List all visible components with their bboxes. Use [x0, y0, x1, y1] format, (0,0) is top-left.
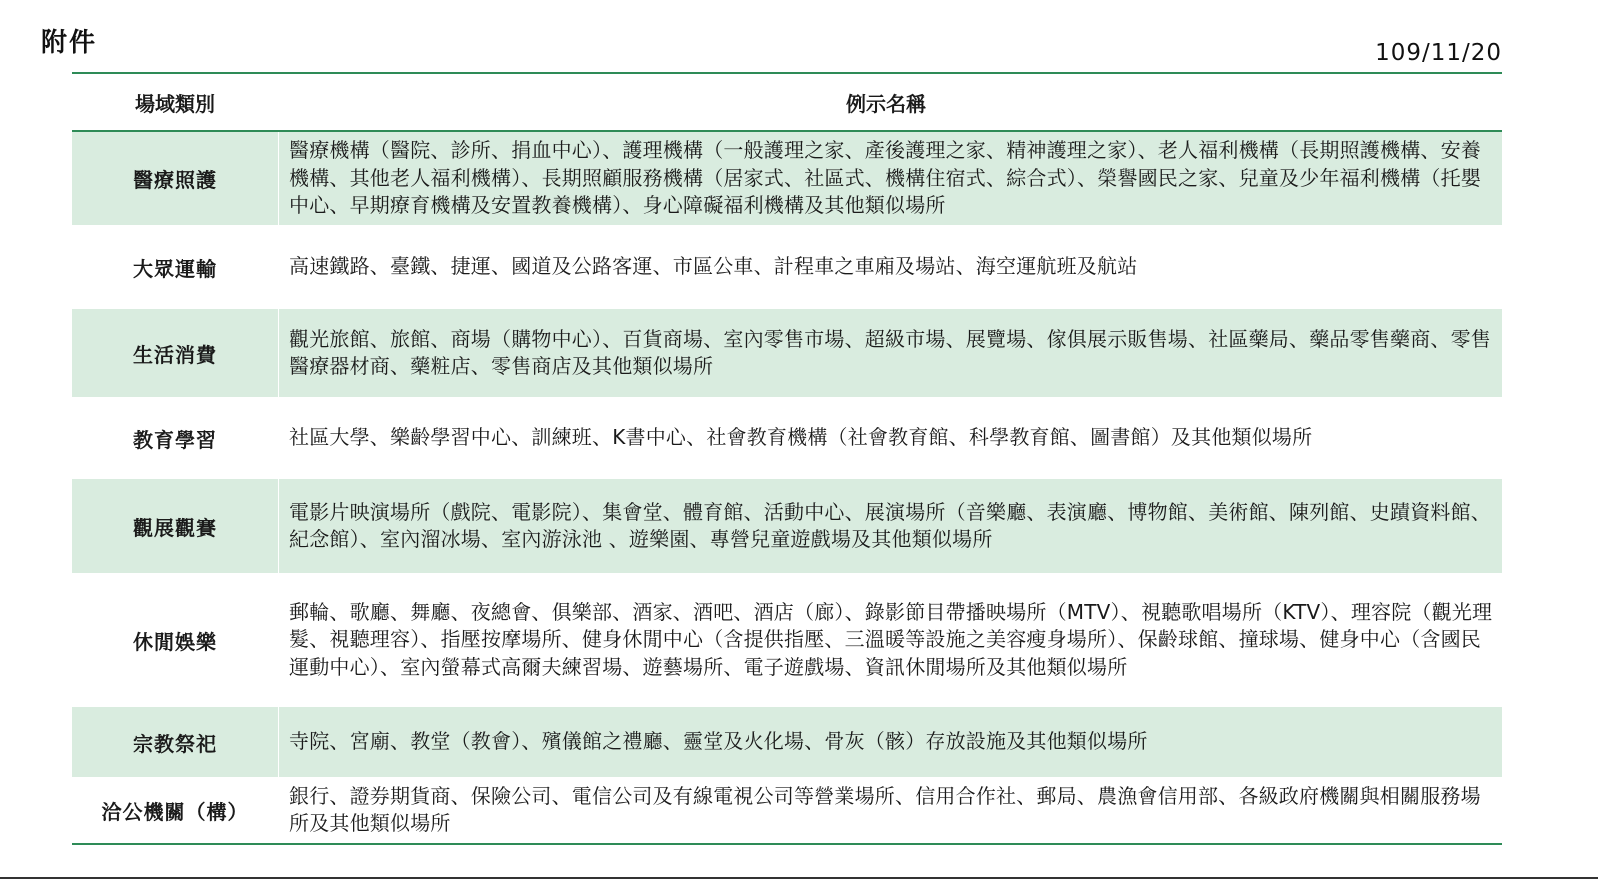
document-date: 109/11/20 [1375, 40, 1502, 66]
category-cell: 宗教祭祀 [133, 731, 217, 756]
table-row [72, 225, 1502, 309]
category-cell: 醫療照護 [133, 168, 217, 192]
category-cell: 生活消費 [133, 342, 217, 367]
category-cell: 大眾運輸 [133, 256, 217, 281]
table-row [72, 132, 1502, 225]
table-row [72, 397, 1502, 479]
table-header [72, 74, 1502, 132]
column-header-examples: 例示名稱 [846, 91, 926, 116]
examples-cell: 高速鐵路、臺鐵、捷運、國道及公路客運、市區公車、計程車之車廂及場站、海空運航班及航站 [278, 225, 1502, 309]
column-header-category: 場域類別 [135, 91, 215, 116]
category-cell: 觀展觀賽 [133, 515, 217, 540]
table-row [72, 707, 1502, 777]
examples-cell: 社區大學、樂齡學習中心、訓練班、K書中心、社會教育機構（社會教育館、科學教育館、圖書館）及其他類似場所 [278, 397, 1502, 479]
examples-cell: 寺院、宮廟、教堂（教會）、殯儀館之禮廳、靈堂及火化場、骨灰（骸）存放設施及其他類似場所 [278, 707, 1502, 777]
venue-category-table [72, 72, 1502, 845]
examples-cell: 電影片映演場所（戲院、電影院）、集會堂、體育館、活動中心、展演場所（音樂廳、表演廳、博物館、美術館、陳列館、史蹟資料館、紀念館）、室內溜冰場、室內游泳池 、遊樂園、專營兒童遊戲場及其他類似場所 [278, 479, 1502, 573]
attachment-label: 附件 [41, 28, 98, 58]
page-bottom-divider [0, 877, 1598, 879]
category-cell: 洽公機關（構） [101, 799, 249, 824]
category-cell: 休閒娛樂 [133, 629, 217, 654]
table-row [72, 309, 1502, 397]
category-cell: 教育學習 [133, 427, 217, 452]
table-row [72, 479, 1502, 573]
table-row [72, 573, 1502, 707]
table-row [72, 777, 1502, 843]
examples-cell: 銀行、證券期貨商、保險公司、電信公司及有線電視公司等營業場所、信用合作社、郵局、農漁會信用部、各級政府機關與相關服務場所及其他類似場所 [278, 777, 1502, 843]
examples-cell: 醫療機構（醫院、診所、捐血中心）、護理機構（一般護理之家、產後護理之家、精神護理之家）、老人福利機構（長期照護機構、安養機構、其他老人福利機構）、長期照顧服務機構（居家式、社區式、機構住宿式、綜合式）、榮譽國民之家、兒童及少年福利機構（托嬰中心、早期療育機構及安置教養機構）、身心障礙福利機構及其他類似場所 [278, 132, 1502, 225]
examples-cell: 觀光旅館、旅館、商場（購物中心）、百貨商場、室內零售市場、超級市場、展覽場、傢俱展示販售場、社區藥局、藥品零售藥商、零售醫療器材商、藥粧店、零售商店及其他類似場所 [278, 309, 1502, 397]
examples-cell: 郵輪、歌廳、舞廳、夜總會、俱樂部、酒家、酒吧、酒店（廊）、錄影節目帶播映場所（MTV）、視聽歌唱場所（KTV）、理容院（觀光理髮、視聽理容）、指壓按摩場所、健身休閒中心（含提供指壓、三溫暖等設施之美容瘦身場所）、保齡球館、撞球場、健身中心（含國民運動中心）、室內螢幕式高爾夫練習場、遊藝場所、電子遊戲場、資訊休閒場所及其他類似場所 [278, 573, 1502, 707]
